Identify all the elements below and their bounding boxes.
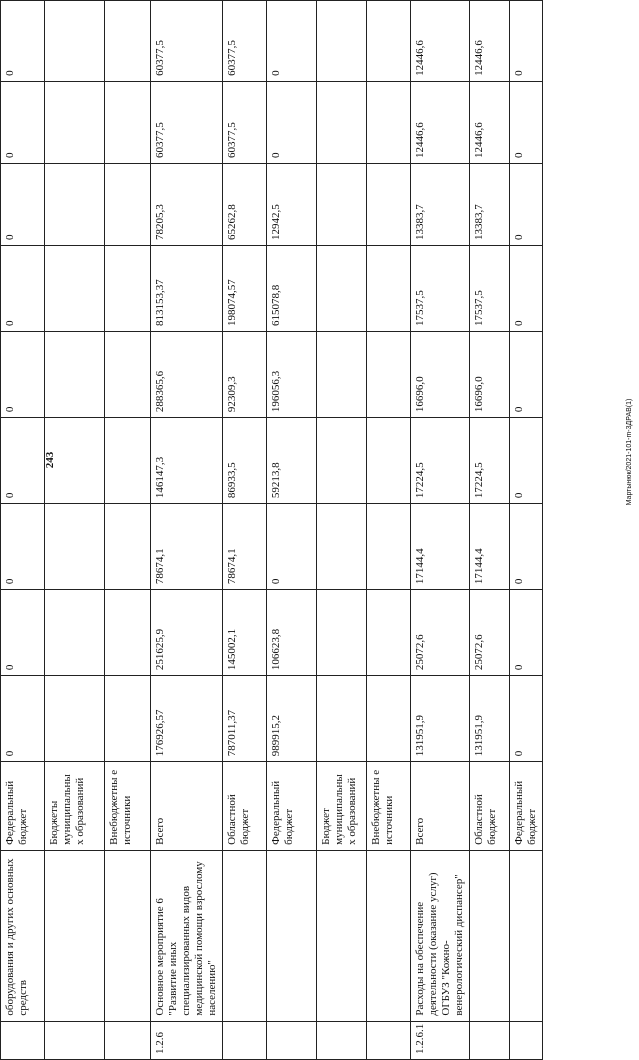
value-cell: 0 (1, 1, 45, 82)
value-cell: 0 (267, 1, 317, 82)
value-cell (45, 676, 105, 762)
table-row (317, 1, 367, 1060)
row-number-cell: 1.2.6 (151, 1021, 223, 1059)
value-cell (367, 332, 411, 418)
row-number-cell: 1.2.6.1 (411, 1021, 470, 1059)
value-cell: 25072,6 (470, 590, 510, 676)
value-cell: 176926,57 (151, 676, 223, 762)
value-cell: 131951,9 (411, 676, 470, 762)
value-cell (45, 590, 105, 676)
value-cell: 60377,5 (223, 81, 267, 163)
value-cell: 60377,5 (151, 81, 223, 163)
value-cell: 0 (267, 81, 317, 163)
value-cell: 146147,3 (151, 418, 223, 504)
value-cell: 0 (1, 504, 45, 590)
row-number-cell (105, 1021, 151, 1059)
table-row (105, 1, 151, 1060)
value-cell (105, 1, 151, 82)
value-cell: 12446,6 (411, 1, 470, 82)
value-cell: 16696,0 (470, 332, 510, 418)
value-cell: 0 (267, 504, 317, 590)
value-cell: 0 (510, 81, 543, 163)
value-cell (105, 246, 151, 332)
value-cell: 78674,1 (223, 504, 267, 590)
activity-name-cell (267, 850, 317, 1021)
activity-name-cell (510, 850, 543, 1021)
value-cell (45, 418, 105, 504)
value-cell: 59213,8 (267, 418, 317, 504)
value-cell (45, 1, 105, 82)
value-cell (45, 163, 105, 245)
value-cell (105, 418, 151, 504)
value-cell: 12942,5 (267, 163, 317, 245)
value-cell: 12446,6 (411, 81, 470, 163)
value-cell: 145002,1 (223, 590, 267, 676)
value-cell (45, 504, 105, 590)
activity-name-cell (105, 850, 151, 1021)
value-cell: 60377,5 (151, 1, 223, 82)
value-cell: 16696,0 (411, 332, 470, 418)
funding-source-cell: Федеральный бюджет (1, 762, 45, 851)
value-cell: 196056,3 (267, 332, 317, 418)
value-cell: 0 (1, 590, 45, 676)
value-cell: 787011,37 (223, 676, 267, 762)
value-cell (45, 246, 105, 332)
value-cell: 0 (510, 332, 543, 418)
value-cell (317, 418, 367, 504)
value-cell: 813153,37 (151, 246, 223, 332)
value-cell: 0 (510, 418, 543, 504)
value-cell: 13383,7 (470, 163, 510, 245)
value-cell: 13383,7 (411, 163, 470, 245)
funding-source-cell: Всего (151, 762, 223, 851)
activity-name-cell (45, 850, 105, 1021)
activity-name-cell (223, 850, 267, 1021)
value-cell (317, 504, 367, 590)
value-cell: 0 (510, 676, 543, 762)
value-cell (317, 590, 367, 676)
value-cell (367, 246, 411, 332)
value-cell (105, 504, 151, 590)
value-cell: 17144,4 (470, 504, 510, 590)
value-cell: 288365,6 (151, 332, 223, 418)
value-cell: 0 (510, 246, 543, 332)
value-cell: 0 (510, 590, 543, 676)
activity-name-cell: оборудования и других основных средств (1, 850, 45, 1021)
value-cell (367, 418, 411, 504)
value-cell (367, 676, 411, 762)
value-cell: 65262,8 (223, 163, 267, 245)
value-cell (105, 81, 151, 163)
funding-source-cell: Областной бюджет (223, 762, 267, 851)
value-cell: 25072,6 (411, 590, 470, 676)
value-cell: 60377,5 (223, 1, 267, 82)
value-cell: 0 (1, 163, 45, 245)
value-cell: 17537,5 (470, 246, 510, 332)
table-row (1, 1, 45, 1060)
value-cell: 0 (510, 163, 543, 245)
footer-code: Мартынюк/2021-101-m-3ДРАВ(1) (626, 398, 633, 506)
value-cell: 86933,5 (223, 418, 267, 504)
value-cell (317, 332, 367, 418)
funding-source-cell: Федеральный бюджет (510, 762, 543, 851)
value-cell: 198074,57 (223, 246, 267, 332)
value-cell: 17537,5 (411, 246, 470, 332)
value-cell: 989915,2 (267, 676, 317, 762)
value-cell: 78674,1 (151, 504, 223, 590)
value-cell: 0 (1, 418, 45, 504)
value-cell (367, 81, 411, 163)
value-cell: 106623,8 (267, 590, 317, 676)
table-row (45, 1, 105, 1060)
value-cell (317, 81, 367, 163)
value-cell: 12446,6 (470, 81, 510, 163)
value-cell (45, 81, 105, 163)
value-cell: 0 (1, 332, 45, 418)
funding-source-cell: Внебюджетны е источники (367, 762, 411, 851)
activity-name-cell (367, 850, 411, 1021)
value-cell: 17144,4 (411, 504, 470, 590)
table-row (267, 1, 317, 1060)
value-cell (367, 504, 411, 590)
row-number-cell (45, 1021, 105, 1059)
value-cell: 0 (510, 1, 543, 82)
value-cell (105, 163, 151, 245)
value-cell: 17224,5 (470, 418, 510, 504)
row-number-cell (267, 1021, 317, 1059)
value-cell (367, 590, 411, 676)
value-cell: 0 (1, 676, 45, 762)
value-cell: 615078,8 (267, 246, 317, 332)
value-cell: 78205,3 (151, 163, 223, 245)
value-cell (317, 1, 367, 82)
value-cell (105, 332, 151, 418)
value-cell (317, 676, 367, 762)
table-row (151, 1, 223, 1060)
value-cell (317, 246, 367, 332)
value-cell: 12446,6 (470, 1, 510, 82)
value-cell (317, 163, 367, 245)
value-cell: 0 (1, 246, 45, 332)
value-cell (105, 590, 151, 676)
activity-name-cell (470, 850, 510, 1021)
table-row (367, 1, 411, 1060)
activity-name-cell: Основное мероприятие 6 "Развитие иных специализированных видов медицинской помощи взрослому населению" (151, 850, 223, 1021)
row-number-cell (1, 1021, 45, 1059)
row-number-cell (223, 1021, 267, 1059)
funding-source-cell: Бюджет муниципальны х образований (317, 762, 367, 851)
value-cell: 0 (510, 504, 543, 590)
funding-source-cell: Внебюджетны е источники (105, 762, 151, 851)
row-number-cell (367, 1021, 411, 1059)
value-cell: 131951,9 (470, 676, 510, 762)
row-number-cell (317, 1021, 367, 1059)
table-row (411, 1, 470, 1060)
table-row (470, 1, 510, 1060)
activity-name-cell: Расходы на обеспечение деятельности (оказание услуг) ОГБУЗ "Кожно-венерологический диспансер" (411, 850, 470, 1021)
table-row (223, 1, 267, 1060)
value-cell: 17224,5 (411, 418, 470, 504)
activity-name-cell (317, 850, 367, 1021)
funding-source-cell: Бюджеты муниципальны х образований (45, 762, 105, 851)
row-number-cell (470, 1021, 510, 1059)
row-number-cell (510, 1021, 543, 1059)
value-cell: 0 (1, 81, 45, 163)
value-cell (367, 163, 411, 245)
page-number: 243 (44, 451, 56, 469)
funding-source-cell: Всего (411, 762, 470, 851)
value-cell (45, 332, 105, 418)
value-cell: 92309,3 (223, 332, 267, 418)
value-cell: 251625,9 (151, 590, 223, 676)
funding-source-cell: Областной бюджет (470, 762, 510, 851)
table-row (510, 1, 543, 1060)
funding-source-cell: Федеральный бюджет (267, 762, 317, 851)
value-cell (367, 1, 411, 82)
value-cell (105, 676, 151, 762)
